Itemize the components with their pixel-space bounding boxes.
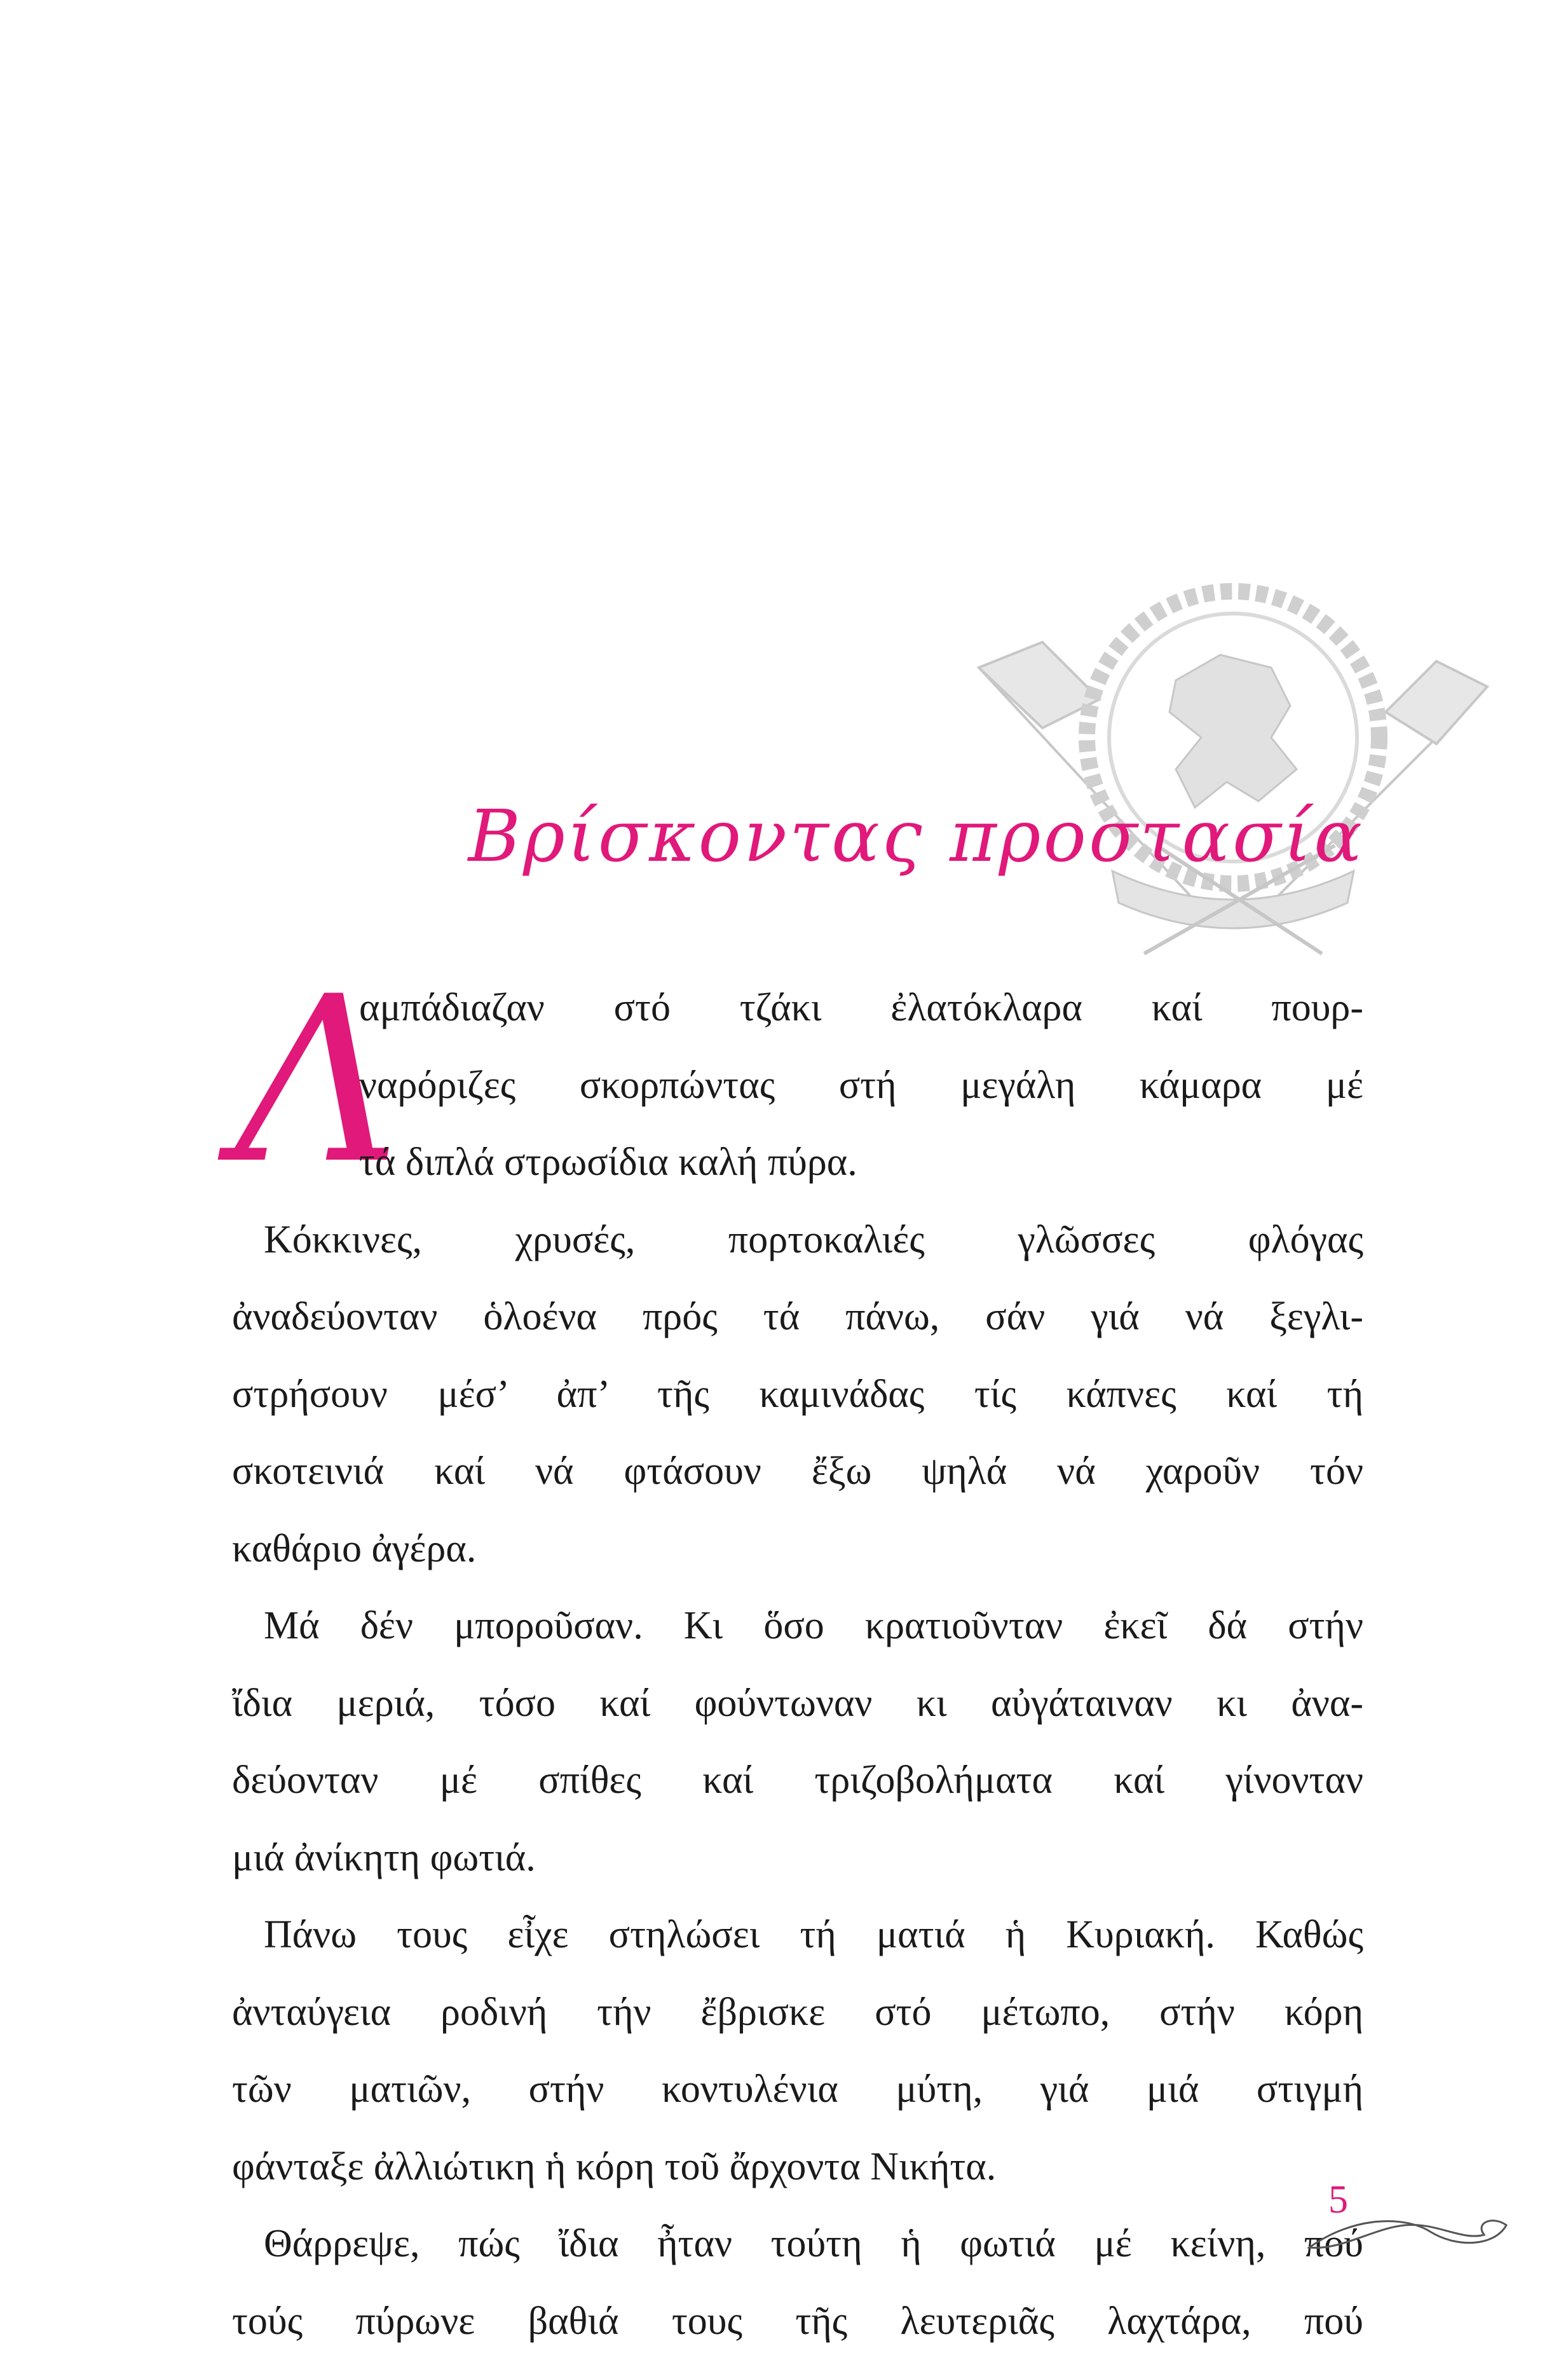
text-line: τῶν ματιῶν, στήν κοντυλένια μύτη, γιά μιά στιγμή (232, 2051, 1363, 2129)
text-line: ἀνταύγεια ροδινή τήν ἔβρισκε στό μέτωπο, στήν κόρη (232, 1974, 1363, 2052)
text-line: ναρόριζες σκορπώντας στή μεγάλη κάμαρα μέ (232, 1047, 1363, 1125)
text-line: Πάνω τους εἶχε στηλώσει τή ματιά ἡ Κυριακή. Καθώς (232, 1897, 1363, 1974)
text-line: Μά δέν μποροῦσαν. Κι ὅσο κρατιοῦνταν ἐκεῖ δά στήν (232, 1588, 1363, 1665)
chapter-title: Βρίσκοντας προστασία (0, 798, 1365, 876)
wreath-emblem (953, 572, 1513, 979)
text-line: Κόκκινες, χρυσές, πορτοκαλιές γλῶσσες φλόγας (232, 1202, 1363, 1279)
text-line: φάνταξε ἀλλιώτικη ἡ κόρη τοῦ ἄρχοντα Νικήτα. (232, 2129, 1363, 2206)
text-line: ἀναδεύονταν ὁλοένα πρός τά πάνω, σάν γιά νά ξεγλι- (232, 1279, 1363, 1356)
page-number: 5 (1328, 2178, 1348, 2223)
text-line: ἴδια μεριά, τόσο καί φούντωναν κι αὐγάταιναν κι ἀνα- (232, 1665, 1363, 1743)
body-text (232, 970, 1363, 2360)
text-line: δεύονταν μέ σπίθες καί τριζοβολήματα καί γίνονταν (232, 1742, 1363, 1820)
text-line: τά διπλά στρωσίδια καλή πύρα. (232, 1124, 1363, 1202)
text-line: καθάριο ἀγέρα. (232, 1511, 1363, 1588)
text-line: αμπάδιαζαν στό τζάκι ἐλατόκλαρα καί πουρ- (232, 970, 1363, 1047)
text-line: σκοτεινιά καί νά φτάσουν ἔξω ψηλά νά χαροῦν τόν (232, 1433, 1363, 1511)
flourish-ornament (1303, 2203, 1513, 2260)
text-line: στρήσουν μέσ’ ἀπ’ τῆς καμινάδας τίς κάπνες καί τή (232, 1356, 1363, 1434)
text-line: τούς πύρωνε βαθιά τους τῆς λευτεριᾶς λαχτάρα, πού (232, 2283, 1363, 2360)
drop-cap: Λ (235, 966, 400, 1195)
text-line: μιά ἀνίκητη φωτιά. (232, 1820, 1363, 1897)
text-line: Θάρρεψε, πώς ἴδια ἦταν τούτη ἡ φωτιά μέ κείνη, πού (232, 2206, 1363, 2283)
